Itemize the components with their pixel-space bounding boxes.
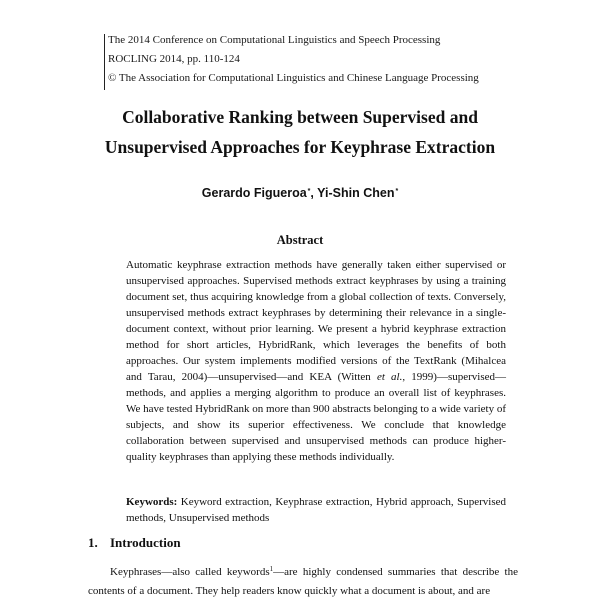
- keywords-list: Keyword extraction, Keyphrase extraction, Hybrid approach, Supervised methods, Unsupervised methods: [126, 496, 506, 524]
- copyright-notice: © The Association for Computational Linguistics and Chinese Language Processing: [108, 72, 479, 84]
- section-number: 1.: [88, 535, 98, 550]
- introduction-body: [88, 560, 518, 600]
- abstract-heading: Abstract: [276, 233, 324, 247]
- author-separator: ,: [310, 186, 318, 200]
- abstract-etal: et al.: [376, 371, 403, 383]
- introduction-paragraph: Keyphrases—also called keywords$^1$—are highly condensed summaries that describe the contents of a document. They help readers know quickly what a document is about, and are: [88, 565, 518, 597]
- footnote-marker[interactable]: 1: [269, 565, 274, 573]
- author-name: Gerardo Figueroa: [201, 186, 307, 200]
- conference-name: The 2014 Conference on Computational Linguistics and Speech Processing: [108, 34, 441, 46]
- paper-title-line-2: Unsupervised Approaches for Keyphrase Extraction: [104, 137, 496, 157]
- paper-title-line-1: Collaborative Ranking between Supervised and: [122, 107, 478, 127]
- author-name: Yi-Shin Chen: [317, 186, 395, 200]
- author-list: [0, 186, 600, 200]
- abstract-paragraph: Automatic keyphrase extraction methods have generally taken either supervised or unsupervised approaches. Supervised methods extract keyphrases by using a training document set, thus acquiring knowledge from a global collection of texts. Conversely, unsupervised methods extract keyphrases by determining their relevance in a single-document context, without prior learning. We present a hybrid keyphrase extraction method for short articles, HybridRank, which leverages the benefits of both approaches. Our system implements modified versions of the TextRank (Mihalcea and Tarau, 2004)—unsupervised—and KEA (Witten et al., 1999)—supervised—methods, and applies a merging algorithm to produce an overall list of keyphrases. We have tested HybridRank on more than 900 abstracts belonging to a wide variety of subjects, and show its superior effectiveness. We conclude that knowledge collaboration between supervised and unsupervised methods can produce higher-quality keyphrases than applying these methods individually.: [126, 259, 506, 463]
- section-title: Introduction: [110, 535, 181, 550]
- conference-header: [104, 34, 525, 90]
- author-affiliation-mark: *: [395, 188, 399, 195]
- abstract-body: [126, 257, 506, 465]
- keywords-paragraph: [126, 494, 506, 526]
- author-affiliation-mark: *: [307, 188, 311, 195]
- proceedings-pages: ROCLING 2014, pp. 110-124: [108, 53, 240, 65]
- section-heading-introduction: [88, 535, 181, 551]
- keywords-label: Keywords:: [126, 496, 178, 508]
